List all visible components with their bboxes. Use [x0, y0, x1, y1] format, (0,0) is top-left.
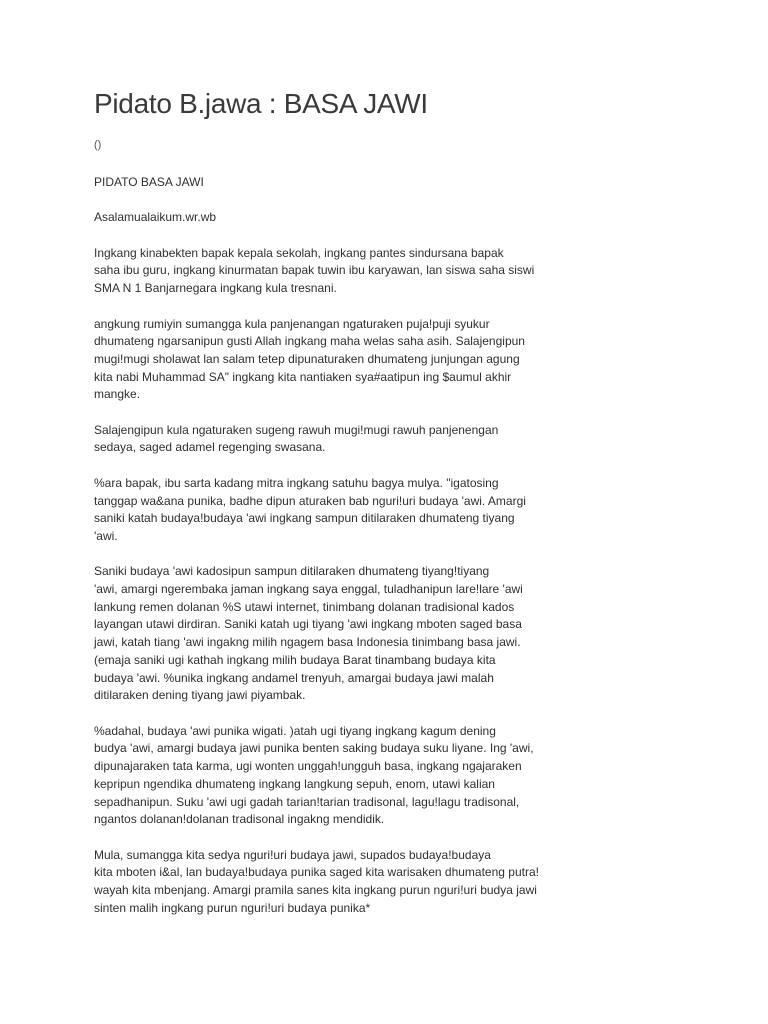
paragraph — [94, 209, 584, 227]
paragraph — [94, 563, 584, 705]
text-line: Saniki budaya 'awi kadosipun sampun ditilaraken dhumateng tiyang!tiyang — [94, 564, 490, 579]
text-line: ngantos dolanan!dolanan tradisonal ingakng mendidik. — [94, 812, 385, 827]
text-line: Ingkang kinabekten bapak kepala sekolah, ingkang pantes sindursana bapak — [94, 245, 504, 260]
text-line: SMA N 1 Banjarnegara ingkang kula tresnani. — [94, 281, 337, 296]
text-line: %ara bapak, ibu sarta kadang mitra ingkang satuhu bagya mulya. "igatosing — [94, 475, 499, 490]
text-line: angkung rumiyin sumangga kula panjenangan ngaturaken puja!puji syukur — [94, 316, 490, 331]
paragraph — [94, 847, 584, 918]
text-line: kepripun ngendika dhumateng ingkang langkung sepuh, enom, utawi kalian — [94, 776, 495, 791]
text-line: kita nabi Muhammad SA" ingkang kita nantiaken sya#aatipun ing $aumul akhir — [94, 369, 512, 384]
text-line: kita mboten i&al, lan budaya!budaya punika saged kita warisaken dhumateng putra! — [94, 865, 539, 880]
text-line: mugi!mugi sholawat lan salam tetep dipunaturaken dhumateng junjungan agung — [94, 351, 520, 366]
paragraph — [94, 316, 584, 405]
text-line: sedaya, saged adamel regenging swasana. — [94, 440, 326, 455]
text-line: mangke. — [94, 387, 141, 402]
text-line: sinten malih ingkang purun nguri!uri budaya punika* — [94, 900, 371, 915]
text-line: sepadhanipun. Suku 'awi ugi gadah tarian!tarian tradisonal, lagu!lagu tradisonal, — [94, 794, 520, 809]
text-line: budya 'awi, amargi budaya jawi punika benten saking budaya suku liyane. Ing 'awi, — [94, 741, 534, 756]
text-line: ditilaraken dening tiyang jawi piyambak. — [94, 688, 306, 703]
text-line: dipunajaraken tata karma, ugi wonten unggah!ungguh basa, ingkang ngajaraken — [94, 759, 522, 774]
text-line: saha ibu guru, ingkang kinurmatan bapak tuwin ibu karyawan, lan siswa saha siswi — [94, 263, 535, 278]
paragraph — [94, 723, 584, 829]
text-line: saniki katah budaya!budaya 'awi ingkang sampun ditilaraken dhumateng tiyang — [94, 511, 515, 526]
text-line: tanggap wa&ana punika, badhe dipun aturaken bab nguri!uri budaya 'awi. Amargi — [94, 493, 526, 508]
text-line: budaya 'awi. %unika ingkang andamel trenyuh, amargai budaya jawi malah — [94, 670, 494, 685]
text-line: PIDATO BASA JAWI — [94, 175, 204, 189]
text-line: 'awi. — [94, 528, 118, 543]
paragraph — [94, 174, 584, 192]
document-body — [94, 174, 584, 935]
document-subtitle: () — [94, 139, 102, 151]
document-title: Pidato B.jawa : BASA JAWI — [94, 88, 428, 119]
text-line: dhumateng ngarsanipun gusti Allah ingkang maha welas saha asih. Salajengipun — [94, 334, 525, 349]
text-line: lankung remen dolanan %S utawi internet, tinimbang dolanan tradisional kados — [94, 599, 515, 614]
text-line: Salajengipun kula ngaturaken sugeng rawuh mugi!mugi rawuh panjenengan — [94, 422, 499, 437]
text-line: %adahal, budaya 'awi punika wigati. )atah ugi tiyang ingkang kagum dening — [94, 723, 496, 738]
paragraph — [94, 245, 584, 298]
text-line: jawi, katah tiang 'awi ingakng milih ngagem basa Indonesia tinimbang basa jawi. — [94, 635, 521, 650]
text-line: wayah kita mbenjang. Amargi pramila sanes kita ingkang purun nguri!uri budya jawi — [94, 883, 537, 897]
paragraph — [94, 475, 584, 546]
text-line: 'awi, amargi ngerembaka jaman ingkang saya enggal, tuladhanipun lare!lare 'awi — [94, 582, 523, 597]
text-line: layangan utawi dirdiran. Saniki katah ugi tiyang 'awi ingkang mboten saged basa — [94, 617, 522, 632]
text-line: Mula, sumangga kita sedya nguri!uri budaya jawi, supados budaya!budaya — [94, 847, 491, 862]
text-line: Asalamualaikum.wr.wb — [94, 210, 217, 225]
text-line: (emaja saniki ugi kathah ingkang milih budaya Barat tinambang budaya kita — [94, 652, 496, 667]
paragraph — [94, 422, 584, 457]
